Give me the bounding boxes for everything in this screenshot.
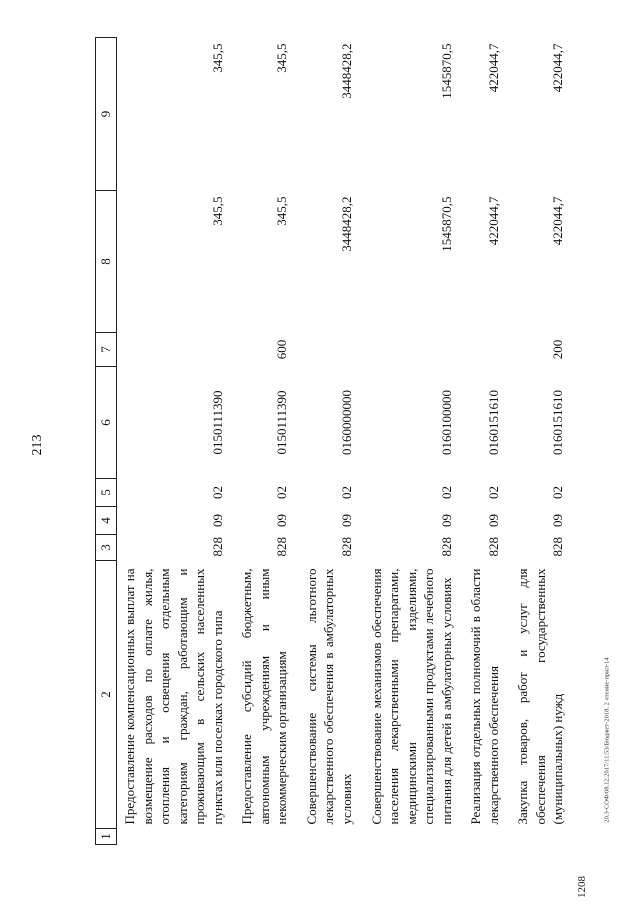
cell-target-article: 0160100000 [438,390,454,455]
table-row [117,38,235,845]
row-description: Совершенствование системы льготного лекарственного обеспечения в амбулаторных условиях [303,568,355,825]
cell-target-article: 0150111390 [274,390,290,455]
header-cell: 7 [96,333,117,367]
cell-target-article: 0160151610 [485,390,501,455]
cell-subsection: 02 [209,486,225,499]
cell-ministry: 828 [485,537,501,557]
table-row [299,38,364,845]
cell-ministry: 828 [339,537,355,557]
cell-amount-1: 422044,7 [550,196,566,246]
cell-expense-type: 600 [274,339,290,360]
header-cell: 9 [96,38,117,191]
cell-section: 09 [339,514,355,527]
table-row [463,38,510,845]
page-number: 213 [30,434,45,456]
cell-amount-2: 345,5 [274,43,290,73]
row-description: Совершенствование механизмов обеспечения населения лекарственными препаратами, медицинскими изделиями, специализированными продуктами лечебного питания для детей в амбулаторных условиях [368,568,454,825]
table-row [510,38,575,845]
budget-table [95,37,575,845]
header-cell: 2 [96,561,117,829]
row-description: Предоставление субсидий бюджетным, автономным учреждениям и иным некоммерческим организациям [239,568,290,825]
header-cell: 8 [96,191,117,333]
budget-table-rotated [95,38,585,845]
row-description: Реализация отдельных полномочий в области лекарственного обеспечения [468,568,501,825]
cell-subsection: 02 [550,486,566,499]
cell-ministry: 828 [550,537,566,557]
cell-ministry: 828 [209,537,225,557]
cell-amount-1: 345,5 [209,196,225,226]
cell-amount-2: 1545870,5 [438,43,454,99]
footer-file-path: 20.3-СОФ/08.12.2017/11:53/Бюджет-2018. 2 чтение-прил-14 [603,657,611,823]
cell-target-article: 0160151610 [550,390,566,455]
cell-expense-type: 200 [550,339,566,360]
document-stamp-number: 1208 [576,876,588,898]
cell-section: 09 [550,514,566,527]
cell-expense-type [364,333,464,367]
cell-section: 09 [274,514,290,527]
cell-section: 09 [438,514,454,527]
header-cell: 6 [96,367,117,479]
cell-section: 09 [485,514,501,527]
cell-amount-1: 3448428,2 [339,196,355,252]
cell-target-article: 0160000000 [339,390,355,455]
cell-expense-type [117,333,235,367]
header-cell: 4 [96,507,117,535]
cell-amount-2: 422044,7 [550,43,566,93]
cell-subsection: 02 [438,486,454,499]
header-cell: 3 [96,535,117,561]
cell-expense-type [463,333,510,367]
cell-target-article: 0150111390 [209,390,225,455]
cell-amount-1: 422044,7 [485,196,501,246]
row-description: Закупка товаров, работ и услуг для обеспечения государственных (муниципальных) нужд [515,568,566,825]
cell-amount-2: 3448428,2 [339,43,355,99]
header-cell: 5 [96,479,117,507]
cell-amount-2: 422044,7 [485,43,501,93]
budget-table-area [95,38,585,845]
table-header [96,38,117,845]
cell-subsection: 02 [274,486,290,499]
cell-subsection: 02 [339,486,355,499]
cell-amount-1: 1545870,5 [438,196,454,252]
cell-ministry: 828 [274,537,290,557]
cell-expense-type [299,333,364,367]
cell-amount-1: 345,5 [274,196,290,226]
cell-ministry: 828 [438,537,454,557]
row-description: Предоставление компенсационных выплат на возмещение расходов по оплате жилья, отопления и освещения отдельным категориям граждан, работающим и проживающим в сельских населенных пунктах или поселках городского типа [122,568,225,825]
cell-subsection: 02 [485,486,501,499]
table-row [364,38,464,845]
cell-section: 09 [209,514,225,527]
table-row [234,38,299,845]
cell-amount-2: 345,5 [209,43,225,73]
header-cell: 1 [96,829,117,845]
